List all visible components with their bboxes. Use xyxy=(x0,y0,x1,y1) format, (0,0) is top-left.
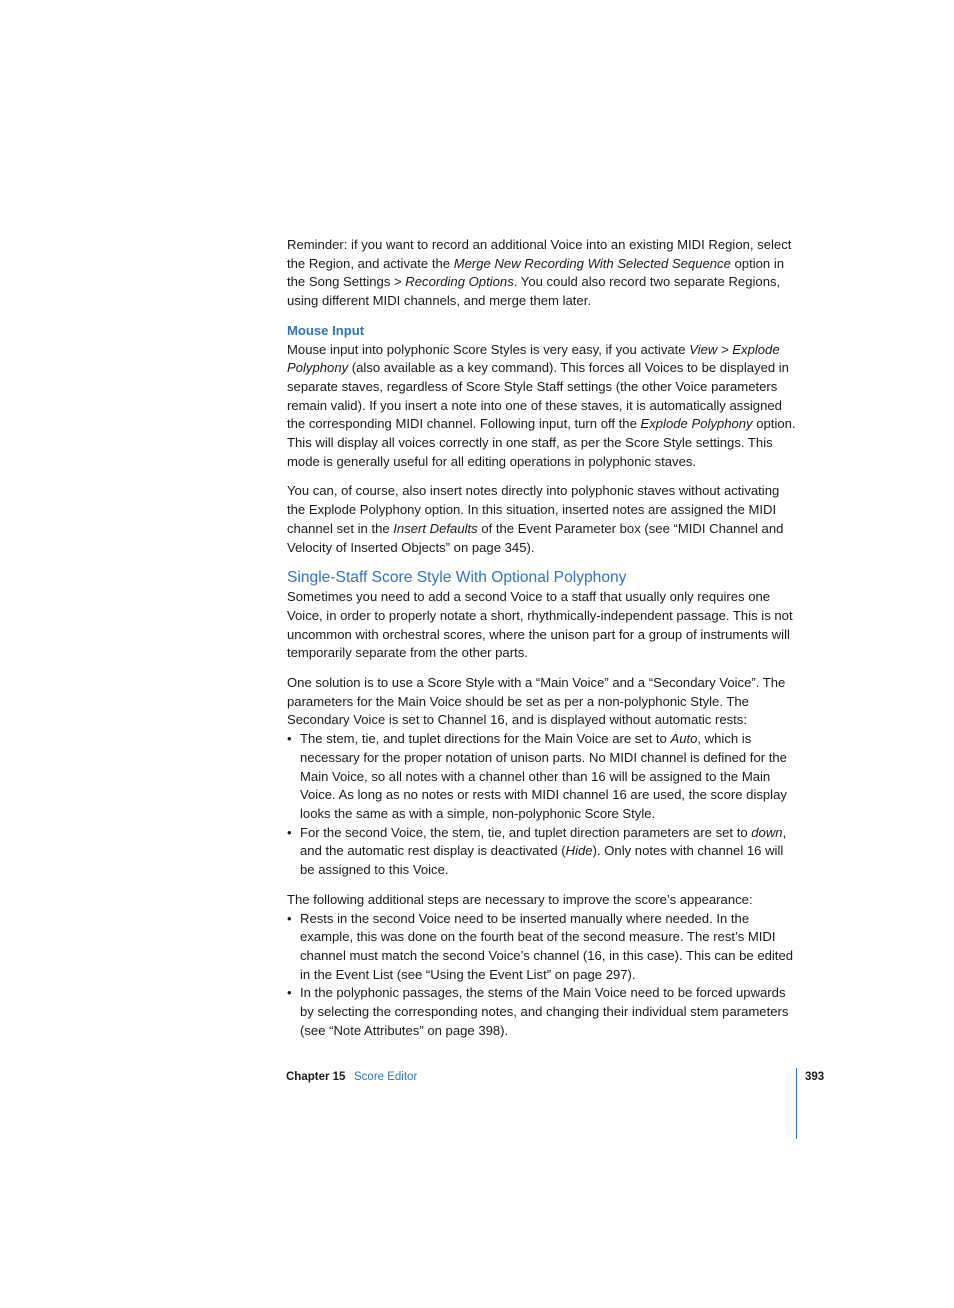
list-item: • The stem, tie, and tuplet directions for the Main Voice are set to Auto, which is necessary for the proper notation of unison parts. No MIDI channel is defined for the Main Voice, so all notes with a channel other than 16 will be assigned to the Main Voice. As long as no notes or rests with MIDI channel 16 are used, the score display looks the same as with a simple, non-polyphonic Score Style. xyxy=(287,731,787,821)
mouse-input-paragraph-2: You can, of course, also insert notes directly into polyphonic staves without activating the Explode Polyphony option. In this situation, inserted notes are assigned the MIDI channel set in the Insert Defaults of the Event Parameter box (see “MIDI Channel and Velocity of Inserted Objects” on page 345). xyxy=(287,483,784,555)
single-staff-paragraph-2: One solution is to use a Score Style with a “Main Voice” and a “Secondary Voice”. The parameters for the Main Voice should be set as per a non-polyphonic Style. The Secondary Voice is set to Channel 16, and is displayed without automatic rests: xyxy=(287,675,786,728)
mouse-input-heading: Mouse Input xyxy=(287,322,365,338)
reminder-label: Reminder: xyxy=(287,237,348,252)
list-item: • For the second Voice, the stem, tie, and tuplet direction parameters are set to down, and the automatic rest display is deactivated (Hide). Only notes with channel 16 will be assigned to this Voice. xyxy=(287,824,787,878)
footer-section-title: Score Editor xyxy=(354,1071,418,1083)
page-body xyxy=(287,236,799,1040)
single-staff-heading: Single-Staff Score Style With Optional Polyphony xyxy=(287,569,627,587)
list-item: • In the polyphonic passages, the stems of the Main Voice need to be forced upwards by selecting the corresponding notes, and changing their individual stem parameters (see “Note Attributes” on page 398). xyxy=(287,985,789,1038)
voice-settings-list xyxy=(287,730,799,880)
bullet-icon: • xyxy=(287,910,292,926)
single-staff-paragraph-3: The following additional steps are necessary to improve the score’s appearance: xyxy=(287,891,753,907)
single-staff-paragraph-1: Sometimes you need to add a second Voice to a staff that usually only requires one Voice, in order to properly notate a short, rhythmically-independent passage. This is not uncommon with orchestral scores, where the unison part for a group of instruments will temporarily separate from the other parts. xyxy=(287,589,793,661)
additional-steps-list xyxy=(287,910,799,1041)
mouse-input-paragraph-1: Mouse input into polyphonic Score Styles is very easy, if you activate View > Explode Polyphony (also available as a key command). This forces all Voices to be displayed in separate staves, regardless of Score Style Staff settings (the other Voice parameters remain valid). If you insert a note into one of these staves, it is automatically assigned the corresponding MIDI channel. Following input, turn off the Explode Polyphony option. This will display all voices correctly in one staff, as per the Score Style settings. This mode is generally useful for all editing operations in polyphonic staves. xyxy=(287,341,796,469)
bullet-icon: • xyxy=(287,824,292,840)
page-number: 393 xyxy=(805,1071,825,1083)
list-item: • Rests in the second Voice need to be inserted manually where needed. In the example, this was done on the fourth beat of the second measure. The rest’s MIDI channel must match the second Voice’s channel (16, in this case). This can be edited in the Event List (see “Using the Event List” on page 297). xyxy=(287,910,794,982)
bullet-icon: • xyxy=(287,985,292,1001)
reminder-paragraph: Reminder: if you want to record an additional Voice into an existing MIDI Region, select the Region, and activate the Merge New Recording With Selected Sequence option in the Song Settings > Recording Options. You could also record two separate Regions, using different MIDI channels, and merge them later. xyxy=(287,237,792,309)
footer-divider xyxy=(796,1068,797,1139)
bullet-icon: • xyxy=(287,731,292,747)
footer-chapter: Chapter 15 xyxy=(286,1071,346,1083)
